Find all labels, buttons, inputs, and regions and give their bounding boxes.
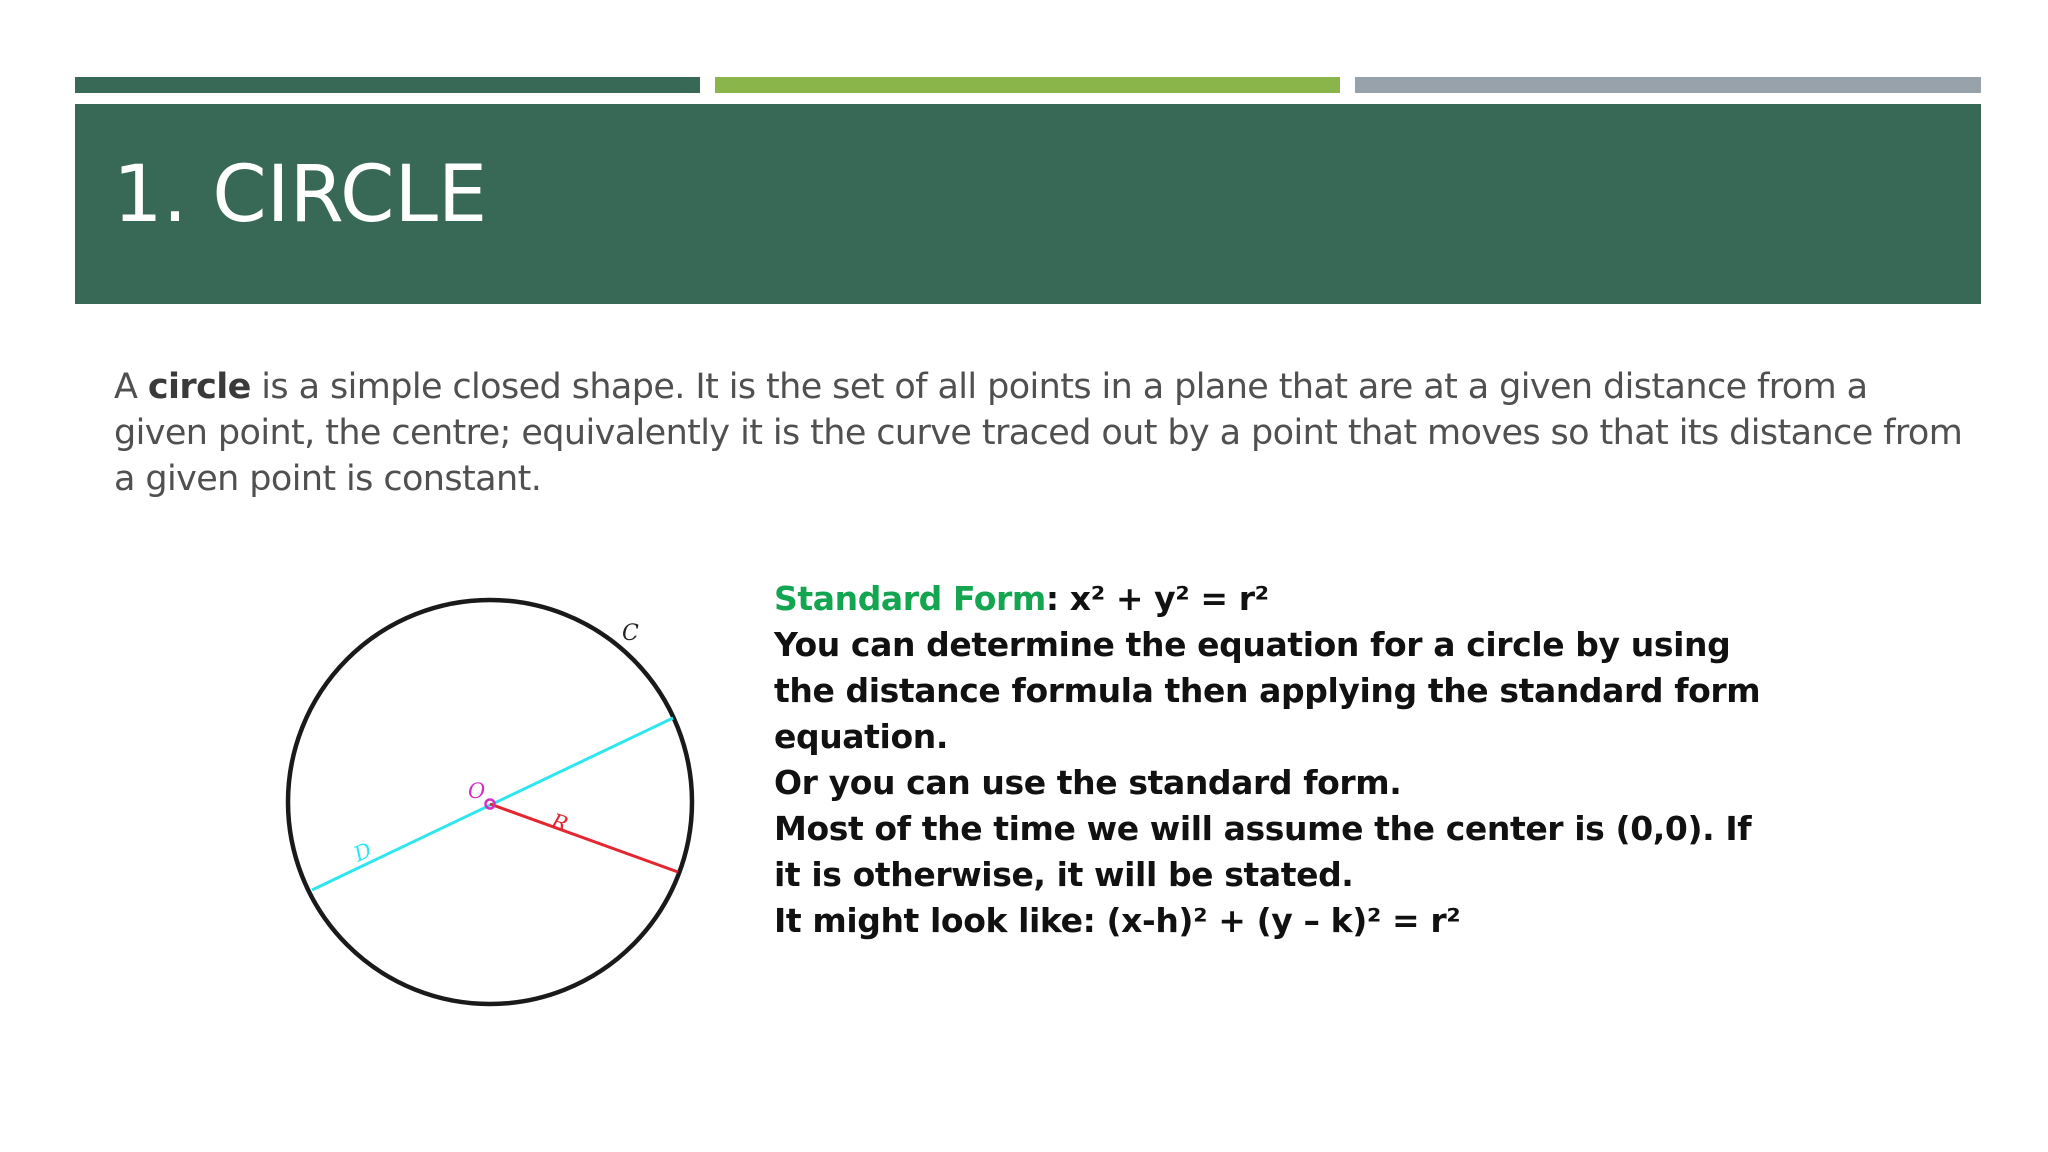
standard-form-label: Standard Form [774, 579, 1046, 618]
circle-outline [288, 600, 692, 1004]
intro-prefix: A [114, 367, 148, 407]
standard-form-equation: : x² + y² = r² [1045, 579, 1269, 618]
intro-line-3: a given point is constant. [114, 459, 542, 499]
intro-line-1: is a simple closed shape. It is the set of all points in a plane that are at a given distance from a [250, 367, 1868, 407]
text-line-5: Most of the time we will assume the center is (0,0). If [774, 809, 1752, 848]
standard-form-line [774, 576, 1974, 622]
label-o: O [468, 779, 486, 803]
intro-term: circle [147, 367, 251, 407]
label-c: C [622, 621, 639, 646]
slide-title: 1. CIRCLE [113, 150, 488, 240]
text-line-1: You can determine the equation for a circle by using [774, 625, 1731, 664]
accent-bar-lime-green [715, 77, 1340, 93]
text-line-4: Or you can use the standard form. [774, 763, 1402, 802]
label-d: D [350, 837, 376, 867]
accent-bar-dark-green [75, 77, 700, 93]
intro-line-2: given point, the centre; equivalently it is the curve traced out by a point that moves so that its distance from [114, 413, 1963, 453]
text-line-6: it is otherwise, it will be stated. [774, 855, 1354, 894]
radius-line [490, 804, 678, 872]
text-line-3: equation. [774, 717, 948, 756]
equation-text-block [774, 576, 1974, 944]
intro-paragraph [114, 364, 1974, 502]
general-form-line: It might look like: (x-h)² + (y – k)² = r² [774, 901, 1461, 940]
label-r: R [548, 808, 571, 837]
accent-bar-gray [1355, 77, 1981, 93]
circle-diagram [270, 580, 710, 1020]
text-line-2: the distance formula then applying the standard form [774, 671, 1761, 710]
title-band [75, 104, 1981, 304]
